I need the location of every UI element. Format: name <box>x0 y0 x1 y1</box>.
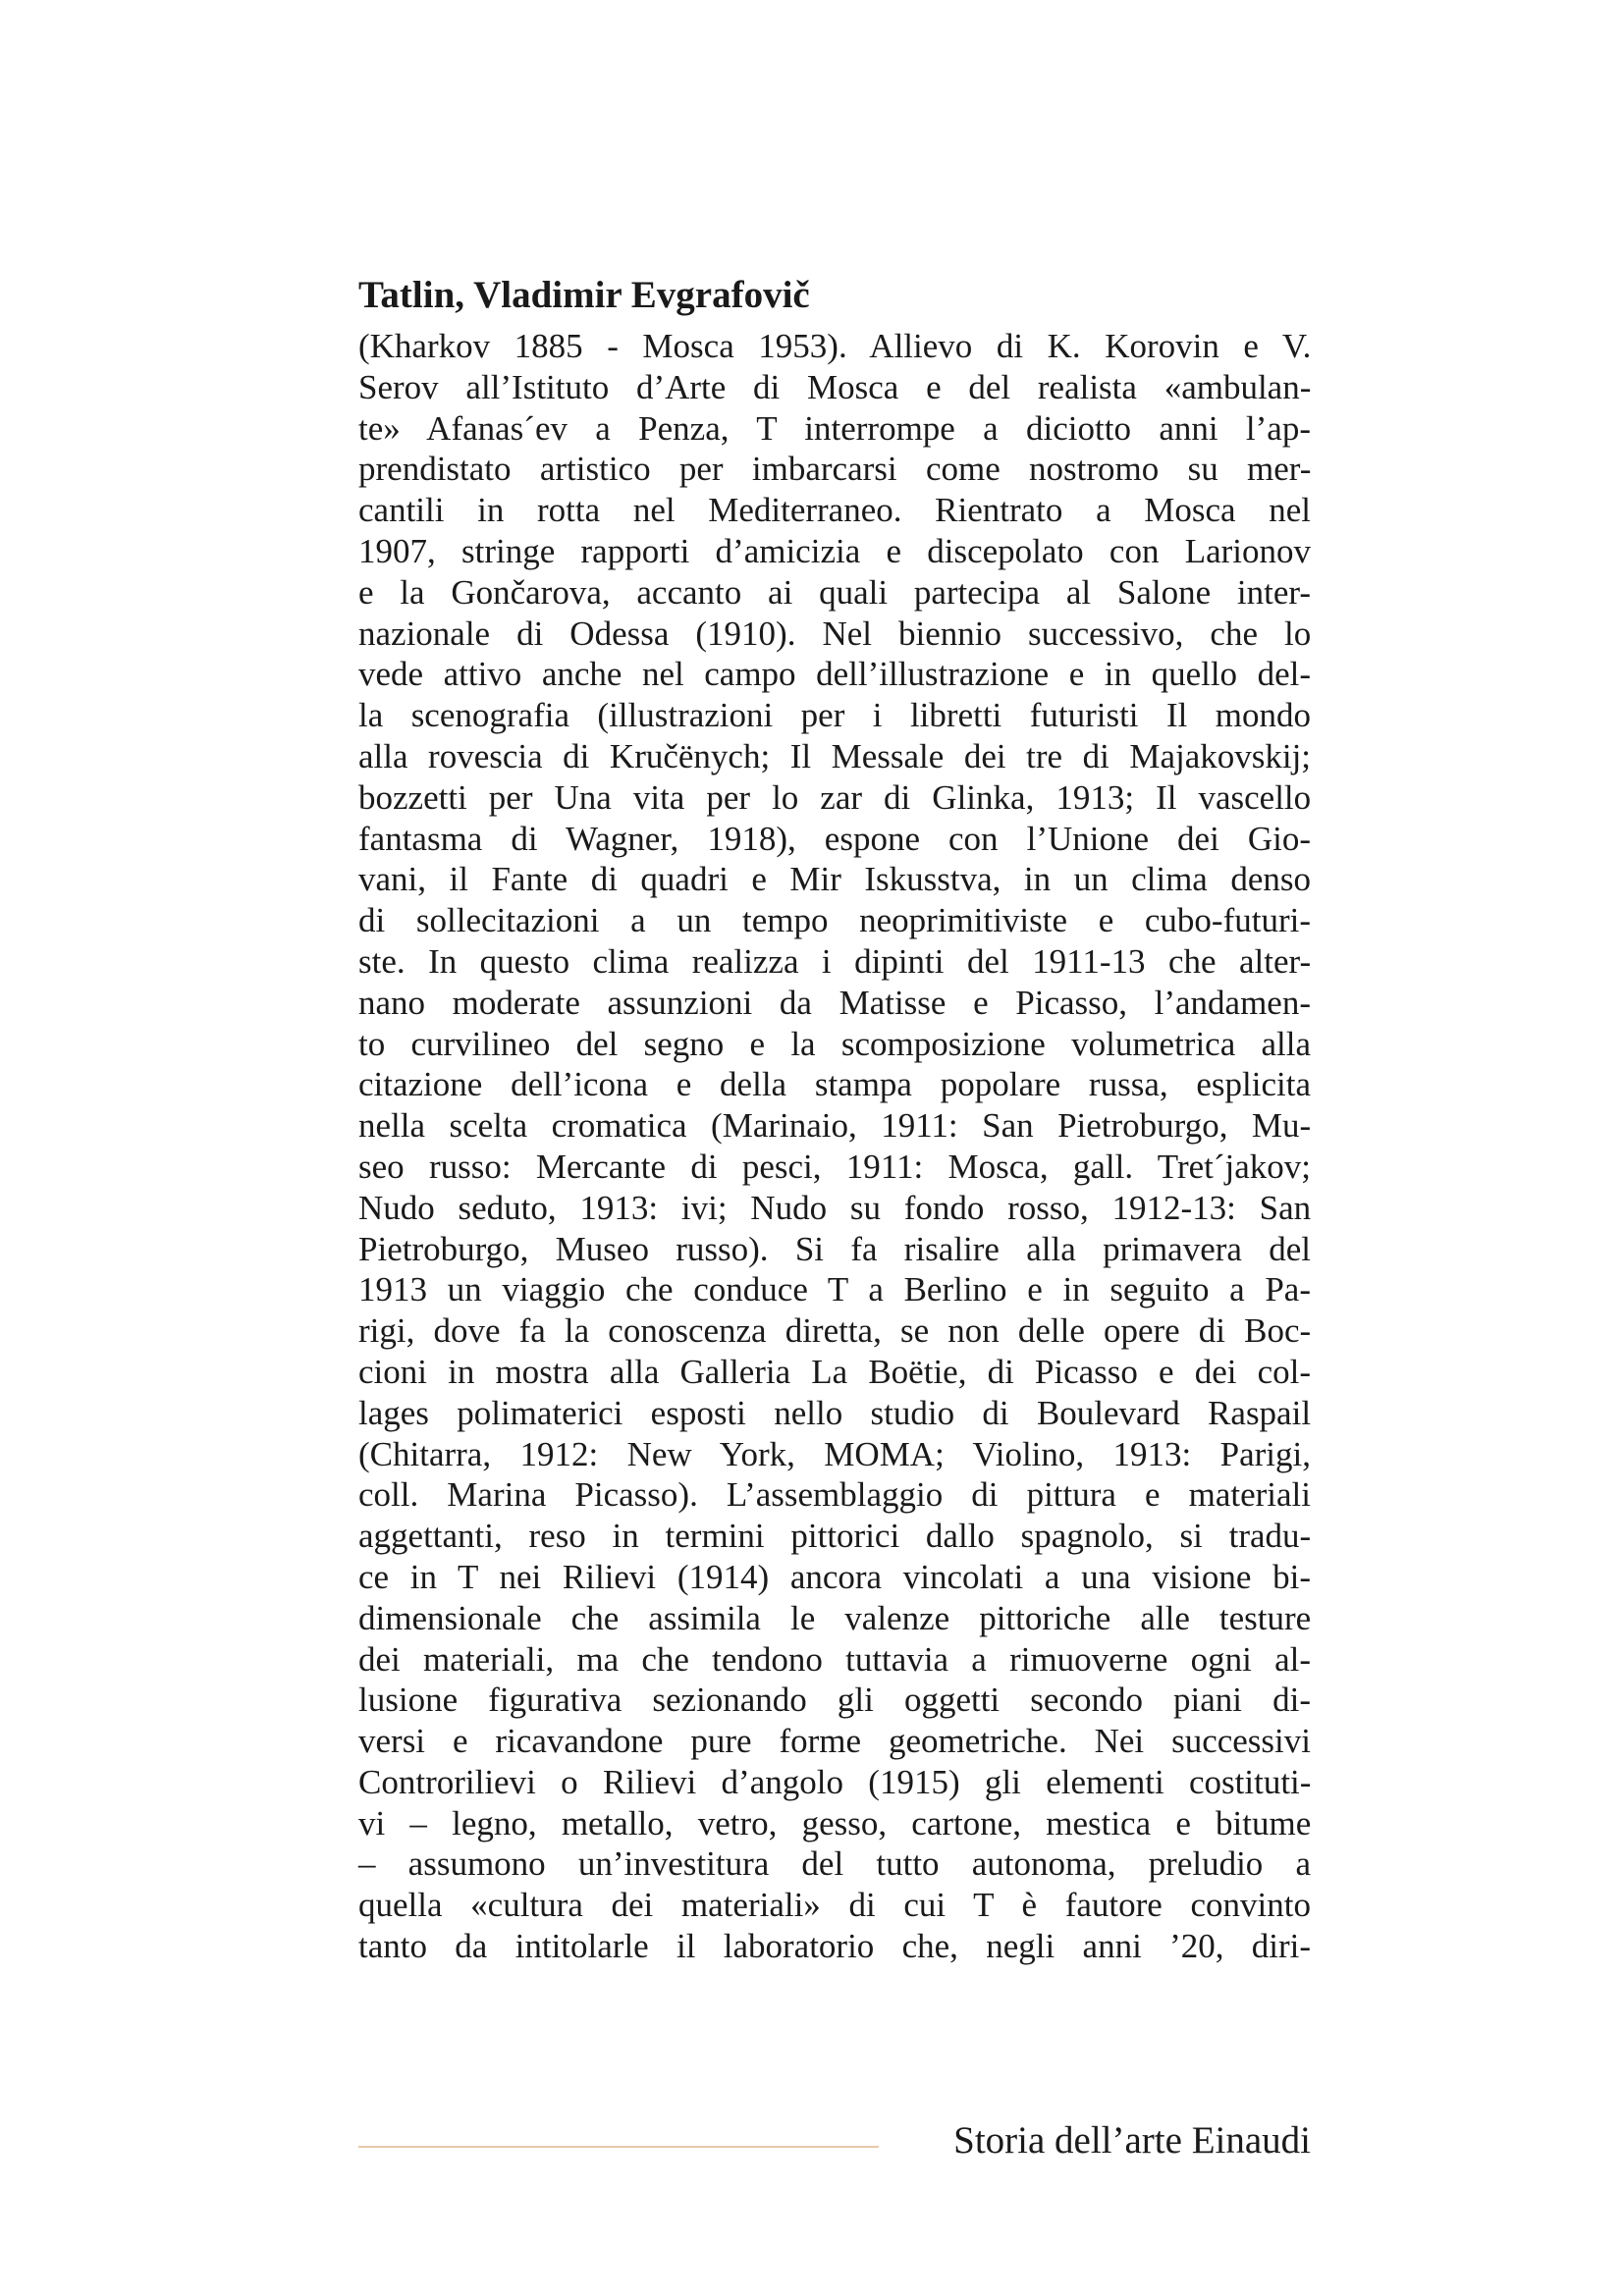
body-line: – assumono un’investitura del tutto autonoma, preludio a <box>358 1844 1312 1884</box>
body-line: fantasma di Wagner, 1918), espone con l’Unione dei Gio- <box>358 819 1311 858</box>
body-line: to curvilineo del segno e la scomposizione volumetrica alla <box>358 1024 1312 1063</box>
footer-publisher-label: Storia dell’arte Einaudi <box>953 2119 1311 2162</box>
body-line: vi – legno, metallo, vetro, gesso, cartone, mestica e bitume <box>358 1803 1312 1842</box>
body-line: 1907, stringe rapporti d’amicizia e discepolato con Larionov <box>358 531 1311 570</box>
body-line: ste. In questo clima realizza i dipinti del 1911-13 che alter- <box>358 941 1312 981</box>
body-line: cantili in rotta nel Mediterraneo. Rientrato a Mosca nel <box>358 491 1311 530</box>
body-line: 1913 un viaggio che conduce T a Berlino e in seguito a Pa- <box>358 1270 1311 1309</box>
body-line: nazionale di Odessa (1910). Nel biennio successivo, che lo <box>358 614 1312 653</box>
body-line: seo russo: Mercante di pesci, 1911: Mosca, gall. Tret´jakov; <box>358 1147 1311 1186</box>
body-line: Nudo seduto, 1913: ivi; Nudo su fondo rosso, 1912-13: San <box>358 1188 1312 1227</box>
body-line: lusione figurativa sezionando gli oggetti secondo piani di- <box>358 1681 1311 1720</box>
footer-rule <box>358 2146 879 2148</box>
body-line: vede attivo anche nel campo dell’illustrazione e in quello del- <box>358 655 1311 694</box>
body-line: nella scelta cromatica (Marinaio, 1911: San Pietroburgo, Mu- <box>358 1106 1312 1146</box>
body-line: (Kharkov 1885 - Mosca 1953). Allievo di K. Korovin e V. <box>358 327 1312 365</box>
entry-body <box>358 326 1311 1967</box>
body-line: rigi, dove fa la conoscenza diretta, se non delle opere di Boc- <box>358 1311 1312 1351</box>
body-line: la scenografia (illustrazioni per i libretti futuristi Il mondo <box>358 696 1311 735</box>
body-line: quella «cultura dei materiali» di cui T è fautore convinto <box>358 1886 1311 1925</box>
body-line: Controrilievi o Rilievi d’angolo (1915) gli elementi costituti- <box>358 1762 1312 1801</box>
body-line: coll. Marina Picasso). L’assemblaggio di pittura e materiali <box>358 1475 1311 1515</box>
body-line: ce in T nei Rilievi (1914) ancora vincolati a una visione bi- <box>358 1557 1311 1596</box>
entry-title: Tatlin, Vladimir Evgrafovič <box>358 274 810 316</box>
body-line: alla rovescia di Kručënych; Il Messale dei tre di Majakovskij; <box>358 736 1312 775</box>
body-line: aggettanti, reso in termini pittorici dallo spagnolo, si tradu- <box>358 1517 1312 1556</box>
page-footer <box>358 2116 1311 2165</box>
body-line: Serov all’Istituto d’Arte di Mosca e del realista «ambulan- <box>358 367 1312 406</box>
body-line: cioni in mostra alla Galleria La Boëtie, di Picasso e dei col- <box>358 1352 1311 1391</box>
body-line: prendistato artistico per imbarcarsi come nostromo su mer- <box>358 450 1312 489</box>
body-line: citazione dell’icona e della stampa popolare russa, esplicita <box>358 1065 1311 1104</box>
body-line: (Chitarra, 1912: New York, MOMA; Violino, 1913: Parigi, <box>358 1434 1311 1473</box>
encyclopedia-entry <box>358 271 1311 1967</box>
body-line: di sollecitazioni a un tempo neoprimitiviste e cubo-futuri- <box>358 901 1311 940</box>
body-line: dei materiali, ma che tendono tuttavia a rimuoverne ogni al- <box>358 1639 1311 1679</box>
body-line: te» Afanas´ev a Penza, T interrompe a diciotto anni l’ap- <box>358 408 1311 448</box>
body-line: Pietroburgo, Museo russo). Si fa risalire alla primavera del <box>358 1229 1311 1268</box>
body-line: vani, il Fante di quadri e Mir Iskusstva, in un clima denso <box>358 860 1311 899</box>
body-line: dimensionale che assimila le valenze pittoriche alle testure <box>358 1598 1312 1637</box>
body-line: tanto da intitolarle il laboratorio che, negli anni ’20, diri- <box>358 1927 1312 1966</box>
body-line: lages polimaterici esposti nello studio di Boulevard Raspail <box>358 1393 1312 1432</box>
body-line: bozzetti per Una vita per lo zar di Glinka, 1913; Il vascello <box>358 777 1312 817</box>
body-line: versi e ricavandone pure forme geometriche. Nei successivi <box>358 1722 1311 1761</box>
body-line: nano moderate assunzioni da Matisse e Picasso, l’andamen- <box>358 983 1311 1022</box>
body-line: e la Gončarova, accanto ai quali partecipa al Salone inter- <box>358 572 1311 612</box>
